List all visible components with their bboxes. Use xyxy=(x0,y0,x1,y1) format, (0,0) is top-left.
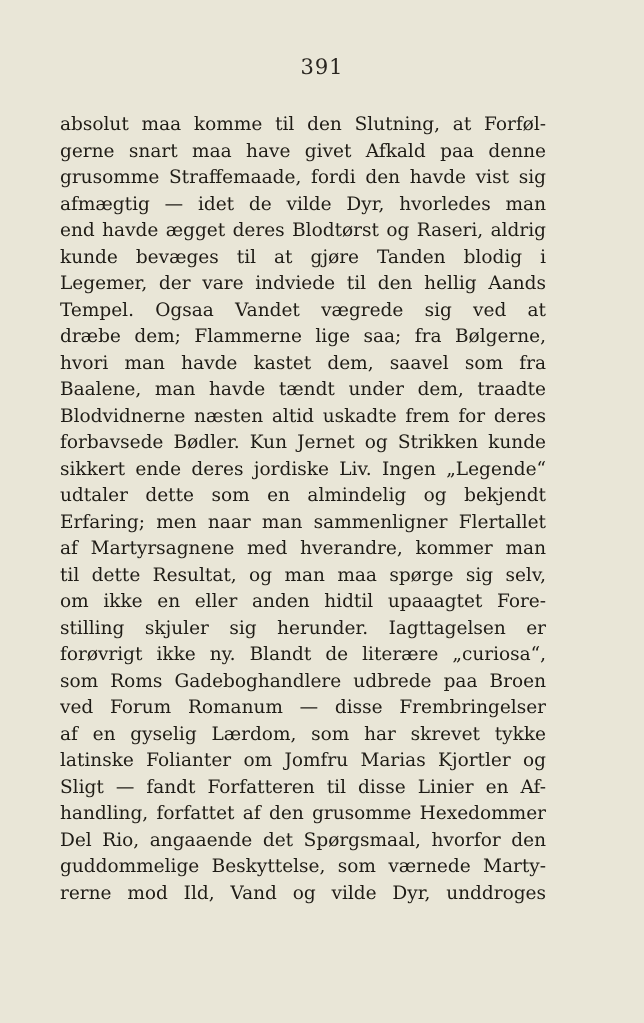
text-line: forbavsede Bødler. Kun Jernet og Strikken kunde xyxy=(60,432,546,453)
text-line: rerne mod Ild, Vand og vilde Dyr, unddroges xyxy=(60,882,546,904)
text-line: latinske Folianter om Jomfru Marias Kjortler og xyxy=(60,750,546,771)
text-line: Del Rio, angaaende det Spørgsmaal, hvorfor den xyxy=(60,829,546,851)
text-line: som Roms Gadeboghandlere udbrede paa Broen xyxy=(60,670,546,692)
text-line: til dette Resultat, og man maa spørge sig selv, xyxy=(60,564,546,586)
text-line: handling, forfattet af den grusomme Hexedommer xyxy=(60,803,546,824)
text-line: guddommelige Beskyttelse, som værnede Marty- xyxy=(60,856,546,877)
text-line: absolut maa komme til den Slutning, at Forføl- xyxy=(60,114,546,135)
page-number: 391 xyxy=(300,55,344,79)
text-line: af Martyrsagnene med hverandre, kommer man xyxy=(60,538,546,559)
text-line: udtaler dette som en almindelig og bekjendt xyxy=(60,485,546,506)
text-line: forøvrigt ikke ny. Blandt de literære „curiosa“, xyxy=(60,644,546,665)
text-line: stilling skjuler sig herunder. Iagttagelsen er xyxy=(60,617,546,639)
text-line: grusomme Straffemaade, fordi den havde vist sig xyxy=(60,167,546,188)
text-line: af en gyselig Lærdom, som har skrevet tykke xyxy=(60,723,546,745)
text-line: hvori man havde kastet dem, saavel som fra xyxy=(60,352,546,374)
body-text xyxy=(60,112,546,907)
text-line: Legemer, der vare indviede til den hellig Aands xyxy=(60,273,546,294)
text-line: Baalene, man havde tændt under dem, traadte xyxy=(60,379,546,400)
text-line: kunde bevæges til at gjøre Tanden blodig i xyxy=(60,246,546,268)
text-line: end havde ægget deres Blodtørst og Raseri, aldrig xyxy=(60,220,546,241)
text-line: Sligt — fandt Forfatteren til disse Linier en Af- xyxy=(60,776,546,798)
text-line: Tempel. Ogsaa Vandet vægrede sig ved at xyxy=(60,299,546,321)
text-line: om ikke en eller anden hidtil upaaagtet Fore- xyxy=(60,591,546,612)
text-line: sikkert ende deres jordiske Liv. Ingen „Legende“ xyxy=(60,458,546,480)
text-line: gerne snart maa have givet Afkald paa denne xyxy=(60,140,546,162)
text-line: afmægtig — idet de vilde Dyr, hvorledes man xyxy=(60,193,546,215)
text-line: dræbe dem; Flammerne lige saa; fra Bølgerne, xyxy=(60,326,546,347)
text-line: Erfaring; men naar man sammenligner Flertallet xyxy=(60,511,546,533)
text-line: Blodvidnerne næsten altid uskadte frem for deres xyxy=(60,405,546,427)
text-line: ved Forum Romanum — disse Frembringelser xyxy=(60,697,546,718)
